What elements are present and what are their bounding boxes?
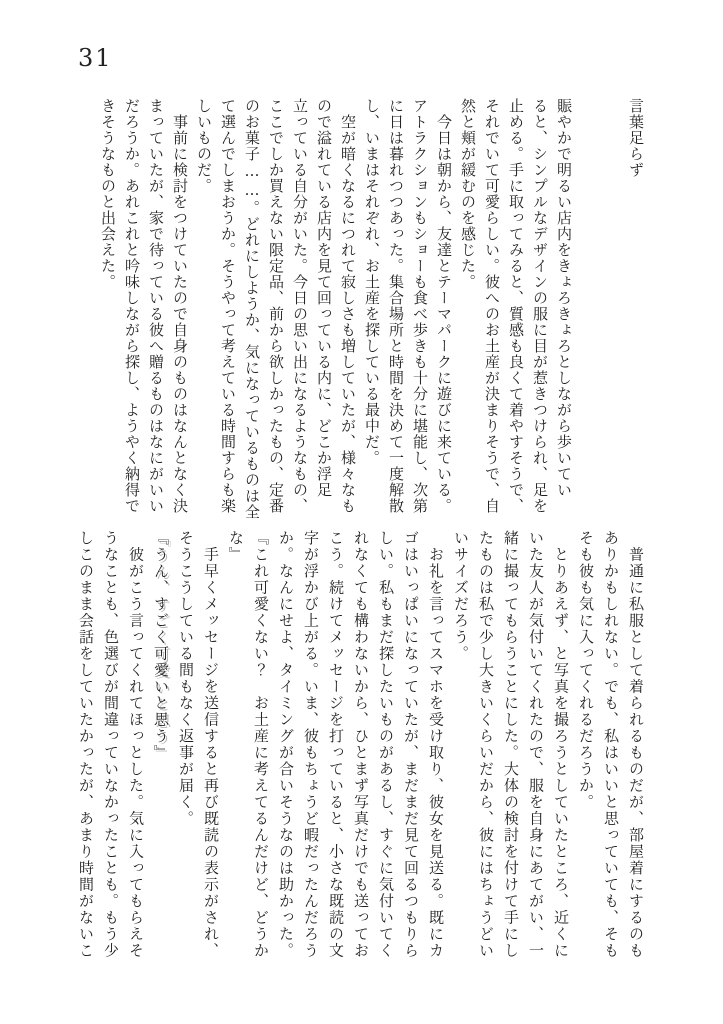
text-column: か。なんにせよ、タイミングが合いそうなのは助かった。 [277,530,295,959]
text-column: お礼を言ってスマホを受け取り、彼女を見送る。既にカ [427,530,445,959]
text-column: うなことも、色選びが間違っていなかったことも。もう少 [102,530,120,959]
text-column: のお菓子……。どれにしようか、気になっているものは全 [243,98,261,520]
text-column: それでいて可愛らしい。彼へのお土産が決まりそうで、自 [483,98,501,514]
text-column: 空が暗くなるにつれて寂しさも増していたが、様々なも [339,98,357,514]
text-column: れなくても構わないから、ひとまず写真だけでも送ってお [352,530,370,959]
text-column: 字が浮かび上がる。いま、彼もちょうど暇だったんだろう [302,530,320,959]
text-column: 手早くメッセージを送信すると再び既読の表示がされ、 [202,530,220,959]
text-column: いサイズだろう。 [452,530,470,662]
text-column: 事前に検討をつけていたので自身のものはなんとなく決 [171,98,189,514]
story-title: 言葉足らず [627,98,645,178]
text-column [576,98,600,516]
text-column: ここでしか買えない限定品、前から欲しかったもの、定番 [267,98,285,514]
text-column: 彼がこう言ってくれてほっとした。気に入ってもらえそ [127,530,145,959]
text-column: 立っている自分がいた。今日の思い出になるようなもの、 [291,98,309,514]
text-column: たものは私で少し大きいくらいだから、彼にはちょうどい [477,530,495,959]
text-column: ので溢れている店内を見て回っている内に、どこか浮足 [315,98,333,498]
text-column: アトラクションもショーも食べ歩きも十分に堪能し、次第 [411,98,429,514]
text-column: 『これ可愛くない？ お土産に考えてるんだけど、どうか [252,530,270,959]
text-column: だろうか。あれこれと吟味しながら探し、ようやく納得で [123,98,141,514]
text-column: し、いまはそれぞれ、お土産を探している最中だ。 [363,98,381,466]
text-column: そうこうしている間もなく返事が届く。 [177,530,195,827]
text-column: しいものだ。 [195,98,213,194]
page-number: 31 [78,44,113,72]
text-column: しこのまま会話をしていたかったが、あまり時間がないこ [77,530,95,959]
text-column: 今日は朝から、友達とテーマパークに遊びに来ている。 [435,98,453,514]
text-column: な』 [227,530,245,563]
text-column: ありかもしれない。でも、私はいいと思っていても、そも [602,530,620,959]
text-column: しい。私もまだ探したいものがあるし、すぐに気付いてく [377,530,395,959]
text-column: ゴはいっぱいになっていたが、まだまだ見て回るつもりら [402,530,420,959]
text-column: に日は暮れつつあった。集合場所と時間を決めて一度解散 [387,98,405,514]
text-column: 緒に撮ってもらうことにした。大体の検討を付けて手にし [502,530,520,959]
text-column: まっていたが、家で待っている彼へ贈るものはなにがいい [147,98,165,514]
text-column: 然と頬が緩むのを感じた。 [459,98,477,290]
text-column: 止める。手に取ってみると、質感も良くて着やすそうで、 [507,98,525,514]
text-column: て選んでしまおうか。そうやって考えている時間すらも楽 [219,98,237,514]
text-column: 『うん、すごく可愛いと思う』 [152,530,170,761]
text-column: とりあえず、と写真を撮ろうとしていたところ、近くに [552,530,570,959]
text-column: 普通に私服として着られるものだが、部屋着にするのも [627,530,645,959]
text-column: いた友人が気付いてくれたので、服を自身にあてがい、一 [527,530,545,959]
text-column [600,98,624,516]
text-column: そも彼も気に入ってくれるだろうか。 [577,530,595,811]
text-column: ると、シンプルなデザインの服に目が惹きつけられ、足を [531,98,549,514]
text-column: 賑やかで明るい店内をきょろきょろとしながら歩いてい [555,98,573,498]
text-column: こう。続けてメッセージを打っていると、小さな既読の文 [327,530,345,959]
text-column: きそうなものと出会えた。 [99,98,117,290]
story-text-bottom-block [73,530,648,968]
story-text-top-block [96,98,648,520]
